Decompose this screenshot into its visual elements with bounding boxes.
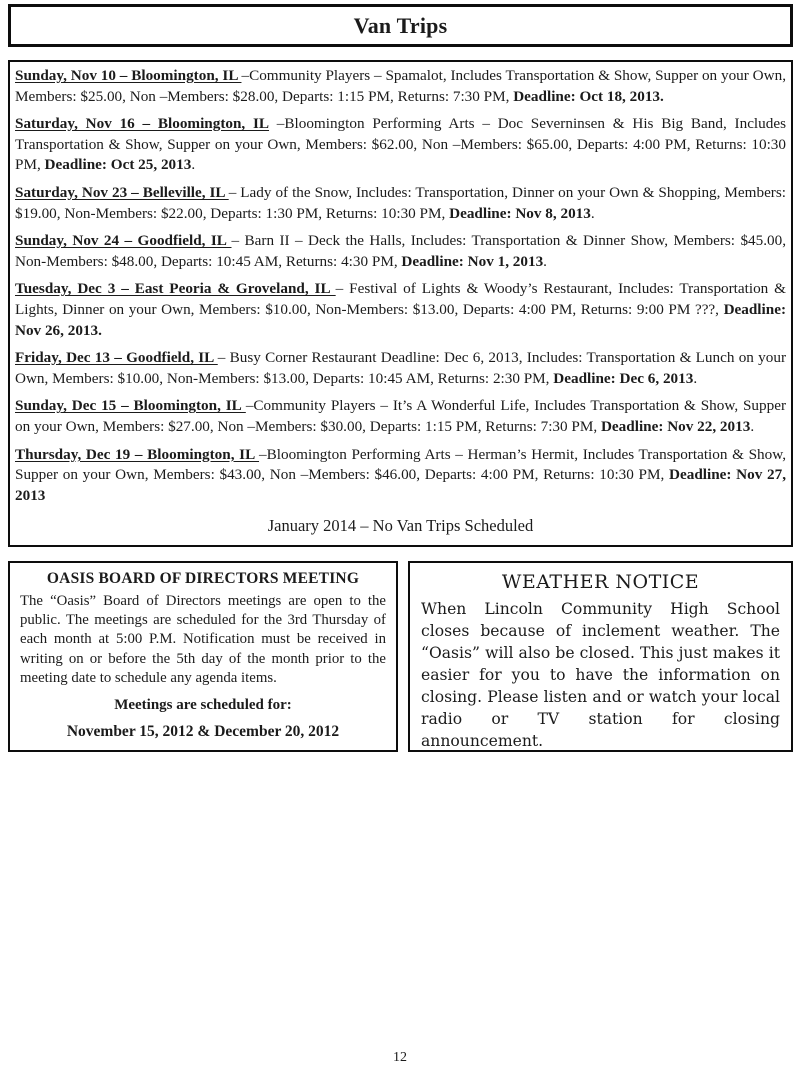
trip-tail: . [590,204,595,222]
trip-tail: . [191,156,196,174]
trip-details: –Bloomington Performing Arts – Doc Severninsen & His Big Band, Includes Transportation & Show, Supper on your Own, Members: $62.00, Non –Members: $65.00, Departs: 4:00 PM, Returns: 10:30 PM, [15,115,786,174]
trip-entry [15,396,786,437]
trip-deadline: Deadline: Nov 27, 2013 [15,466,787,504]
bottom-row [8,561,793,752]
trip-details: –Bloomington Performing Arts – Herman’s Hermit, Includes Transportation & Show, Supper on your Own, Members: $43.00, Non –Members: $46.00, Departs: 4:00 PM, Returns: 10:30 PM, [15,445,786,484]
board-meeting-box [8,561,398,752]
trip-deadline: Deadline: Oct 18, 2013. [513,87,664,105]
trip-details: – Busy Corner Restaurant Deadline: Dec 6, 2013, Includes: Transportation & Lunch on your Own, Members: $10.00, Non-Members: $13.00, Departs: 10:45 AM, Returns: 2:30 PM, [15,349,786,387]
board-schedule-label: Meetings are scheduled for: [114,697,292,714]
trip-heading: Sunday, Dec 15 – Bloomington, IL [15,397,246,415]
trip-heading: Saturday, Nov 23 – Belleville, IL [15,183,229,201]
van-trips-list [8,60,793,547]
trip-deadline: Deadline: Oct 25, 2013 [44,156,192,174]
weather-notice-title: WEATHER NOTICE [501,571,700,593]
trip-details: – Festival of Lights & Woody’s Restaurant, Includes: Transportation & Lights, Dinner on your Own, Members: $10.00, Non-Members: $13.00, Departs: 4:00 PM, Returns: 9:00 PM ???, [15,280,786,318]
weather-notice-body: When Lincoln Community High School closes because of inclement weather. The “Oasis” will also be closed. This just makes it easier for you to have the information on closing. Please listen and or watch your local radio or TV station for closing announcement. [421,600,780,750]
trip-tail: . [750,417,755,435]
trip-heading: Saturday, Nov 16 – Bloomington, IL [15,115,270,133]
trip-heading: Sunday, Nov 24 – Goodfield, IL [15,232,232,250]
weather-notice-box [408,561,793,752]
trip-heading: Sunday, Nov 10 – Bloomington, IL [15,67,242,84]
page-number: 12 [393,1050,407,1065]
page-title: Van Trips [353,12,448,38]
no-trips-note: January 2014 – No Van Trips Scheduled [267,516,534,536]
board-schedule-dates: November 15, 2012 & December 20, 2012 [66,723,340,741]
trip-entry [15,114,786,176]
board-meeting-title: OASIS BOARD OF DIRECTORS MEETING [46,570,360,587]
trip-deadline: Deadline: Nov 26, 2013. [15,300,786,339]
trip-deadline: Deadline: Nov 1, 2013 [401,252,544,270]
trip-deadline: Deadline: Nov 22, 2013 [600,417,751,435]
trip-details: – Barn II – Deck the Halls, Includes: Transportation & Dinner Show, Members: $45.00, Non-Members: $48.00, Departs: 10:45 AM, Returns: 4:30 PM, [15,232,787,270]
trip-details: –Community Players – It’s A Wonderful Life, Includes Transportation & Show, Supper on your Own, Members: $27.00, Non –Members: $30.00, Departs: 1:15 PM, Returns: 7:30 PM, [15,397,786,435]
trip-details: – Lady of the Snow, Includes: Transportation, Dinner on your Own & Shopping, Members: $19.00, Non-Members: $22.00, Departs: 1:30 PM, Returns: 10:30 PM, [15,183,786,222]
trip-deadline: Deadline: Nov 8, 2013 [449,204,591,222]
trip-details: –Community Players – Spamalot, Includes Transportation & Show, Supper on your Own, Members: $25.00, Non –Members: $28.00, Departs: 1:15 PM, Returns: 7:30 PM, [15,67,787,105]
trip-entry [15,445,786,507]
trip-entry [15,348,786,389]
trip-entry [15,279,786,341]
trip-tail: . [543,252,547,270]
trip-deadline: Deadline: Dec 6, 2013 [553,369,694,387]
trip-entry [15,66,786,107]
trip-entry [15,183,786,224]
page-title-box [8,4,793,47]
trip-entry [15,231,786,272]
trip-heading: Friday, Dec 13 – Goodfield, IL [15,349,218,367]
board-meeting-body: The “Oasis” Board of Directors meetings are open to the public. The meetings are scheduled for the 3rd Thursday of each month at 5:00 P.M. Notification must be received in writing on or before the 5th day of the month prior to the meeting date to schedule any agenda items. [20,593,386,686]
trip-heading: Thursday, Dec 19 – Bloomington, IL [15,445,260,463]
trip-tail: . [693,369,698,387]
trip-heading: Tuesday, Dec 3 – East Peoria & Groveland, IL [15,280,336,298]
